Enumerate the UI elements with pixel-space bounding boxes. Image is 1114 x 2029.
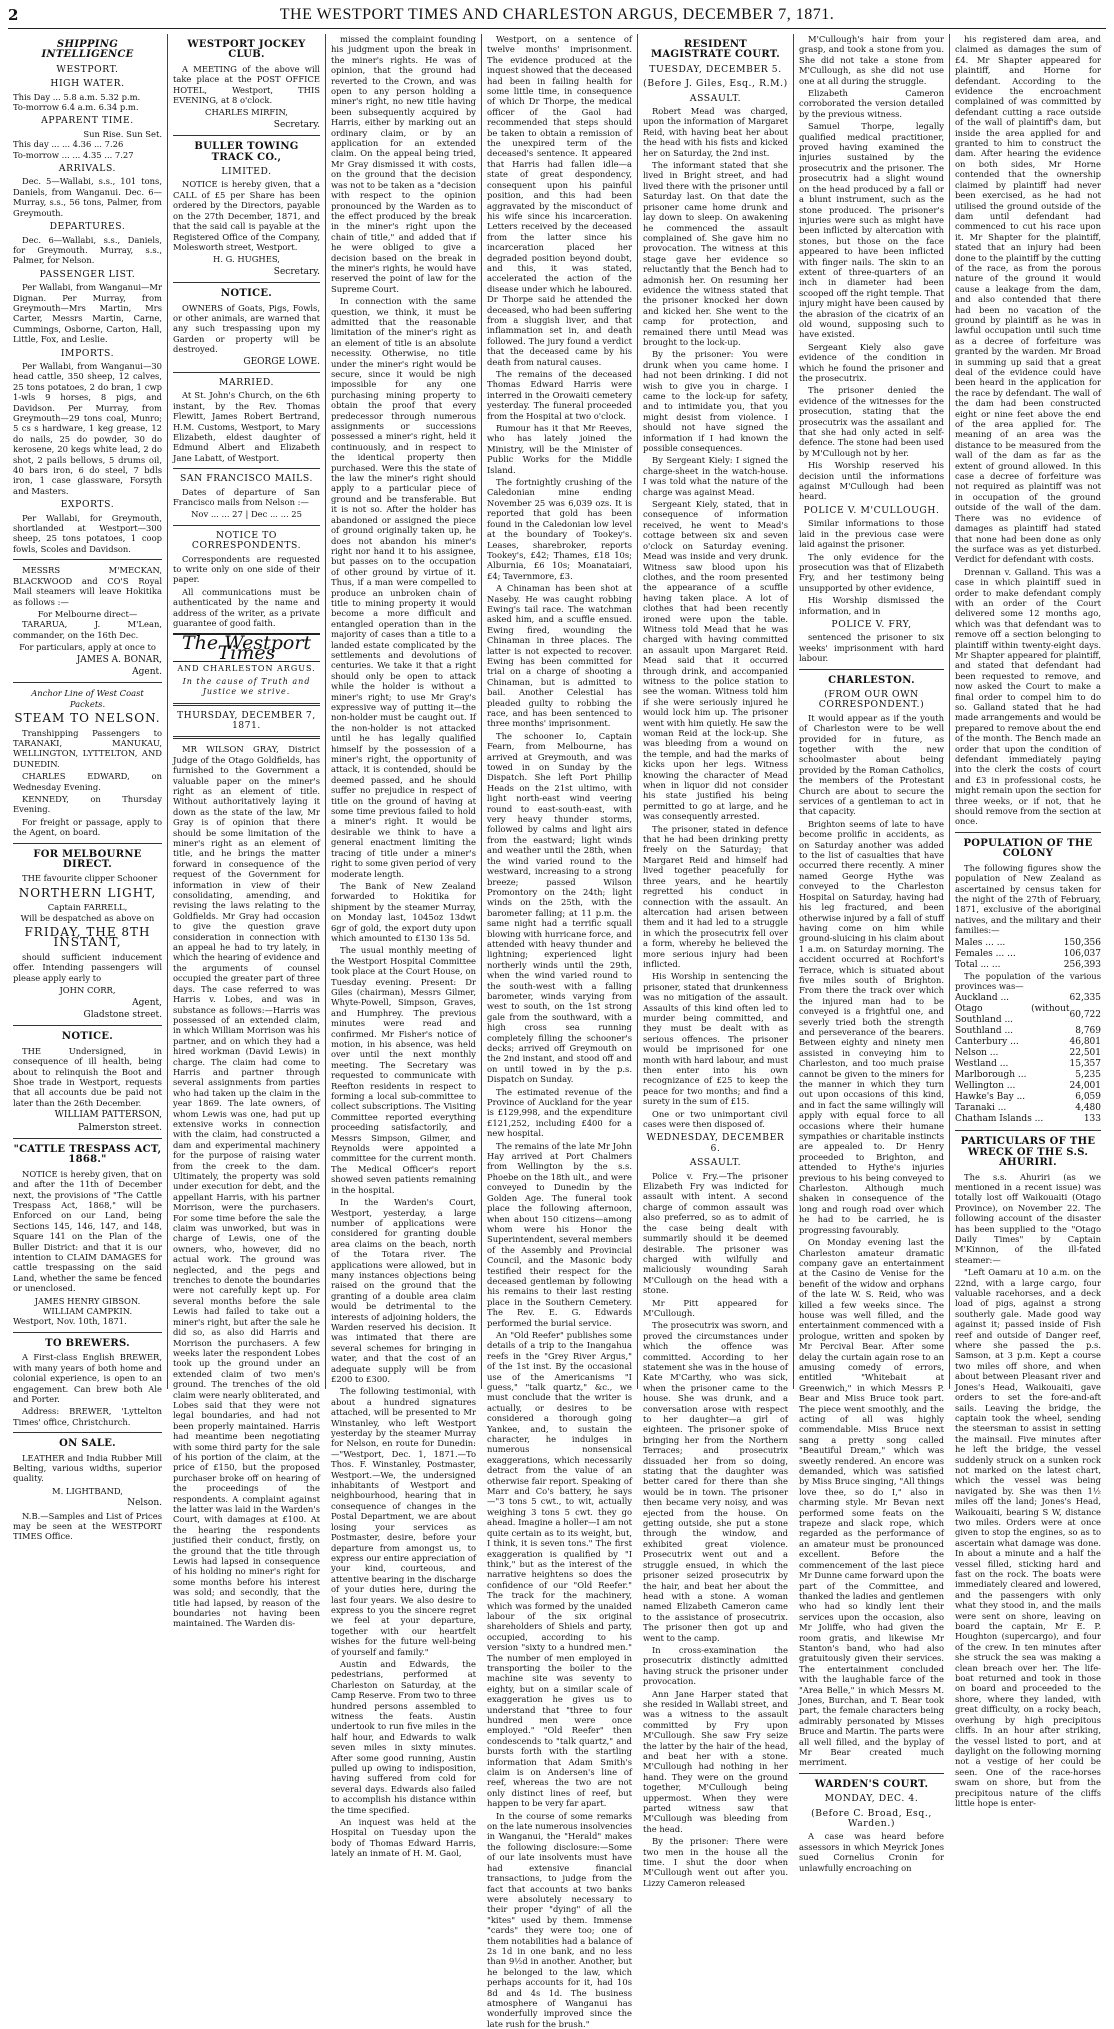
row-value: 15,357 <box>1069 1059 1101 1070</box>
row-label: Males ... ... <box>955 937 1006 948</box>
dateline: THURSDAY, DECEMBER 7, 1871. <box>177 710 316 731</box>
charleston-heading: CHARLESTON. <box>828 674 915 686</box>
charles-edward-line: CHARLES EDWARD, on Wednesday Evening. <box>13 771 162 792</box>
sale-text: LEATHER and India Rubber Mill Belting, various widths, superior quality. <box>13 1452 162 1484</box>
row-label: Otago (without Southland ... <box>955 1004 1070 1026</box>
row-value: 133 <box>1083 1114 1101 1125</box>
towing-heading: BULLER TOWING TRACK CO., <box>194 141 299 163</box>
clipper-place: Gladstone street. <box>83 1009 162 1020</box>
imports-heading: IMPORTS. <box>60 347 115 359</box>
column-news-1 <box>326 34 482 1859</box>
passenger-text: Per Wallabi, from Wanganui—Mr Dignan. Per Murray, from Greymouth—Mrs Martin, Mrs Carter, Messrs Martin, Carne, Cummings, Osborne, Carton, Hall, Little, Fox, and Leslie. <box>13 282 162 345</box>
john-hay-item: The remains of the late Mr John Hay arrived at Port Chalmers from Wellington by the s.s. Phoebe on the 18th ult., and were conveyed to Dunedin by the Golden Age. The funeral took place the following afternoon, when about 150 citizens—among whom were his Honor the Superintendent, several members of the Assembly and Provincial Council, and the Masonic body testified their respect for the deceased gentleman by following his remains to their last resting place in the Southern Cemetery. The Rev. E. G. Edwards performed the burial service. <box>487 1140 632 1328</box>
arrivals-text: Dec. 5—Wallabi, s.s., 101 tons, Daniels, from Wanganui. Dec. 6—Murray, s.s., 56 tons, Palmer, from Greymouth. <box>13 176 162 218</box>
married-heading: MARRIED. <box>219 376 274 388</box>
cattle-date: Westport, Nov. 10th, 1871. <box>13 1316 127 1327</box>
departures-text: Dec. 6—Wallabi, s.s., Daniels, for Greymouth. Murray, s.s., Palmer, for Nelson. <box>13 234 162 266</box>
rm-paragraph: Sergeant Kiely, stated, that in consequence of information received, he went to Mead's cottage between six and seven o'clock on Saturday evening. Mead was inside and very drunk. Witness saw blood upon his clothes, and the room presented the appearance of a scuffle having taken place. A lot of clothes that had been recently ironed were upon the table. Witness told Mead that he was charged with having committed an assault upon Margaret Reid. Mead said that it occurred through drink, and accompanied witness to the police station to see the woman. Witness told him if she were seriously injured he would lock him up. The prisoner went with him quietly. He saw the woman Reid at the lock-up. She was bleeding from a wound on the temple, and had the marks of kicks upon her legs. Witness knowing the character of Mead when in liquor did not consider his state justified his being permitted to go at large, and he was consequently arrested. <box>643 499 788 822</box>
drennan-case: Drennan v. Galland. This was a case in which plaintiff sued in order to make defendant comply with an order of the Court delivered some 12 months ago, which was that defendant was to remove off a section belonging to plaintiff within twenty-eight days. Mr Shapter appeared for plaintiff, and stated that defendant had been requested to remove, and now asked the Court to make a final order to compel him to do so. Galland stated that he had made arrangements and would be prepared to remove about the end of the month. The Bench made an order that upon the condition of defendant immediately paying into the clerk the costs of court and £3 in professional costs, he might remain upon the section for three weeks, or if not, that he should remove from the section at once. <box>955 566 1101 827</box>
cattle-sig2: WILLIAM CAMPKIN. <box>42 1306 133 1317</box>
column-shipping <box>8 34 168 1542</box>
court-paragraph: The only evidence for the prosecution was that of Elizabeth Fry, and her testimony being unsupported by other evidence, <box>799 551 944 593</box>
steam-nelson-text: Transhipping Passengers to TARANAKI, MANUKAU, WELLINGTON, LYTTELTON, AND DUNEDIN. <box>13 727 162 769</box>
schooner-item: The schooner Io, Captain Fearn, from Melbourne, has arrived at Greymouth, and was towed in on Sunday by the Dispatch. She left Port Phillip Heads on the 21st ultimo, with light north-east wind veering round to east-south-east, with very heavy thunder storms, followed by calms and light airs from the eastward; light winds and weather until the 28th, when the wind varied round to the westward, increasing to a strong breeze; passed Wilson Promontory on the 24th; light winds on the 25th, with the barometer falling; at 11 p.m. the same night had a terrific squall blowing with hurricane force, and attended with heavy thunder and lightning; experienced light northerly winds until the 29th, when the wind varied round to the south-west with a falling barometer, winds varying from west to south, on the 1st strong gale from the southward, with a high cross sea running completely filling the schooner's decks; arrived off Greymouth on the 2nd instant, and stood off and on until towed in by the p.s. Dispatch on Sunday. <box>487 730 632 1085</box>
province-table <box>955 993 1101 1125</box>
apply-line: For particulars, apply at once to <box>19 642 156 653</box>
court-paragraph: His Worship reserved his decision until the informations against M'Cullough had been heard. <box>799 460 944 502</box>
row-value: 62,335 <box>1069 993 1101 1004</box>
table-row <box>955 1070 1101 1081</box>
jockey-club-text: A MEETING of the above will take place at the POST OFFICE HOTEL, Westport, THIS EVENING, at 8 o'clock. <box>173 63 320 106</box>
table-row <box>955 1092 1101 1103</box>
caledonian-item: The fortnightly crushing of the Caledonian mine ending November 25 was 6,039 ozs. It is reported that gold has been found in the Caledonian low level at the boundary of Tookey's. Leases, sharebroker, reports Tookey's, £42; Thames, £18 10s; Alburnia, £6 10s; Moanataiari, £4; Tavernmore, £3. <box>487 477 632 581</box>
rumour-item: Rumour has it that Mr Reeves, who has lately joined the Ministry, will be the Minister of Public Works for the Middle Island. <box>487 423 632 475</box>
table-row <box>955 938 1101 949</box>
exports-text: Per Wallabi, for Greymouth, shortlanded at Westport—300 sheep, 25 tons potatoes, 1 coop fowls, Scoles and Davidson. <box>13 512 162 554</box>
charleston-paragraph: It would appear as if the youth of Charleston were to be well provided for in future, as together with the new schoolmaster about being provided by the Roman Catholics, the members of the Protestant Church are about to secure the services of a gentleman to act in that capacity. <box>799 712 944 817</box>
notice-lowe-heading: NOTICE. <box>220 288 273 300</box>
clipper-cargo: should sufficient inducement offer. Intending passengers will please apply early to <box>13 951 162 983</box>
rm-assault-heading: ASSAULT. <box>689 92 742 104</box>
motto: In the cause of Truth and Justice we strive. <box>182 676 311 697</box>
steam-nelson-heading: STEAM TO NELSON. <box>14 711 161 726</box>
row-value: 106,037 <box>1063 948 1101 959</box>
table-row <box>955 1026 1101 1037</box>
inquest-continued: Westport, on a sentence of twelve months' imprisonment. The evidence produced at the inquest showed that the deceased had been in failing health for some little time, in consequence of which Dr Thorpe, the medical officer of the Gaol had recommended that steps should be taken to obtain a remission of the unexpired term of the deceased's sentence. It appeared that Harris had fallen idle—a state of great despondency, consequent upon his painful position, and this had been aggravated by the misconduct of his wife since his incarceration. Letters received by the deceased from the latter since his incarceration placed her degraded position beyond doubt, and this, it was stated, accelerated the action of the disease under which he laboured. Dr Thorpe said he attended the deceased, who had been suffering from a sluggish liver, and that inflammation set in, and death followed. The jury found a verdict that the deceased came by his death from natural causes. <box>487 34 632 367</box>
row-value: 256,393 <box>1063 959 1101 970</box>
married-text: At St. John's Church, on the 6th instant, by the Rev. Thomas Flewitt, James Robert Bertrand, H.M. Customs, Westport, to Mary Elizabeth, eldest daughter of Edmund Albert and Elizabeth Jane Labatt, of Westport. <box>173 390 320 463</box>
correspondents-heading: NOTICE TO CORRESPONDENTS. <box>191 529 302 552</box>
agent-title: Agent. <box>132 666 162 677</box>
rm-paragraph: One or two unimportant civil cases were then disposed of. <box>643 1108 788 1130</box>
sale-heading: ON SALE. <box>59 1438 116 1450</box>
police-mccullough-heading: POLICE V. M'CULLOUGH. <box>803 504 940 516</box>
mails-heading: SAN FRANCISCO MAILS. <box>180 473 313 485</box>
imports-text: Per Wallabi, from Wanganui—30 head cattle, 350 sheep, 12 calves, 25 tons potatoes, 2 do bran, 1 cwp 1-wls 9 horses, 8 pigs, and Davidson. Per Murray, from Greymouth—29 tons coal, Munro; 5 cs s hardware, 1 keg grease, 12 do nails, 25 do powder, 30 do kerosene, 20 kegs white lead, 2 do shot, 2 pails bellows, 5 drums oil, 40 bars iron, 6 do steel, 7 bdls iron, 1 case glassware, Forsyth and Masters. <box>13 360 162 496</box>
wardens-court-before: (Before C. Broad, Esq., Warden.) <box>811 1807 932 1830</box>
table-row <box>955 1059 1101 1070</box>
clipper-agent: JOHN CORR, <box>59 985 116 996</box>
sun-header: Sun Rise. Sun Set. <box>83 128 162 139</box>
row-value: 4,480 <box>1075 1103 1101 1114</box>
row-value: 24,001 <box>1069 1081 1101 1092</box>
wreck-heading: PARTICULARS OF THE WRECK OF THE S.S. AHURIRI. <box>960 1136 1096 1169</box>
wed-paragraph: Police v. Fry.—The prisoner Elizabeth Fry was indicted for assault with intent. A second charge of common assault was also preferred, so as to admit of the case being dealt with summarily should it be deemed desirable. The prisoner was charged with wilfully and maliciously wounding Sarah M'Cullough on the head with a stone. <box>643 1170 788 1296</box>
clipper-name: NORTHERN LIGHT, <box>18 885 157 900</box>
rm-paragraph: By Sergeant Kiely: I signed the charge-sheet in the watch-house. I was told what the nature of the charge was against Mead. <box>643 455 788 497</box>
row-value: 60,722 <box>1069 1009 1101 1020</box>
population-heading: POPULATION OF THE COLONY <box>963 837 1093 860</box>
newspaper-title: THE WESTPORT TIMES AND CHARLESTON ARGUS, DECEMBER 7, 1871. <box>279 6 835 23</box>
table-row <box>955 1037 1101 1048</box>
editorial-paragraph-2: In connection with the same question, we think, it must be admitted that the reasonable limitation of the miner's right as an element of title is an absolute necessity. Otherwise, no title under the miner's right would be secure, since it would be nigh impossible for any one purchasing mining property to obtain the proof that every predecessor through numerous assignments or successions possessed a miner's right, held it continuously, and in respect to the identical property then purchased. Were this the state of the law the miner's right should apply to a particular piece of ground and be transferable. But it is not so. After the holder has abandoned or assigned the piece of ground originally taken up, he does not abandon his miner's right nor hand it to his assignee, but passes on to the occupation of other ground by virtue of it. Thus, if a man were compelled to produce an unbroken chain of title to mining property it would become a more difficult and entangled operation than in the majority of cases than a title to a landed estate complicated by the settlements and devolutions of centuries. We take it that a right should only be open to attack while the holder is without a miner's right; to use Mr Gray's expressive way of putting it—the non-holder must be caught out. If the non-holder is not attacked until he has legally qualified himself by the possession of a miner's right, the opportunity of attack, it is contended, should be deemed passed, and he should suffer no prejudice in respect of title on the ground of having at some time previous failed to hold a miner's right. It would be desirable we think to have a general enactment limiting the tracing of title under a miner's right to some given period of very moderate length. <box>331 296 476 879</box>
court-paragraph: Sergeant Kiely also gave evidence of the condition in which he found the prisoner and the prosecutrix. <box>799 341 944 383</box>
row-label: Taranaki ... <box>955 1103 1007 1114</box>
rm-paragraph: The informant stated that she lived in Bright street, and had lived there with the prisoner until Saturday last. On that date the prisoner came home drunk and lay down to sleep. On awakening he commenced the assault complained of. She gave him no provocation. The witness at this stage gave her evidence so reluctantly that the Bench had to admonish her. On resuming her evidence the witness stated that the prisoner knocked her down and kicked her. She went to the camp for protection, and remained there until Mead was brought to the lock-up. <box>643 160 788 347</box>
masthead <box>8 2 1106 29</box>
row-label: Chatham Islands ... <box>955 1114 1044 1125</box>
wed-paragraph: By the prisoner: There were two men in the house all the time. I shut the door when M'Cullough went out after you. Lizzy Cameron released <box>643 1836 788 1888</box>
row-label: Nelson ... <box>955 1048 999 1059</box>
high-water-tomorrow: To-morrow 6.4 a.m. 6.34 p.m. <box>13 102 139 113</box>
wed-paragraph: In cross-examination the prosecutrix distinctly admitted having struck the prisoner under provocation. <box>643 1644 788 1687</box>
table-row <box>955 1103 1101 1114</box>
brewers-heading: TO BREWERS. <box>45 1337 130 1349</box>
column-court <box>638 34 794 1888</box>
charleston-paragraph: Brighton seems of late to have become prolific in accidents, as on Saturday another was added to the list of casualties that have occurred there recently. A miner named George Hythe was conveyed to the Charleston Hospital on Saturday, having had his leg fractured, and been otherwise injured by a fall of stuff having come on him while ground-sluicing in his claim about 1 a.m. on Saturday morning. The accident occurred at Rochfort's Terrace, which is situated about five miles south of Brighton. From there the track over which the injured man had to be conveyed is a frightful one, and severly tried both the strength and perseverance of the bearers. Between eighty and ninety men assisted in conveying him to Charleston, and too much praise cannot be given to the miners for the manner in which they turn out upon occasions of this kind, and in fact the same willingly will apply with equal force to all occasions where their humane sympathies or charitable instincts are appealed to. Dr Henry proceeded to Brighton, and attended to Hythe's injuries previous to his being conveyed to Charleston. Although much shaken in consequence of the long and rough road over which he had to be carried, he is progressing favourably. <box>799 818 944 1235</box>
clipper-text: THE favourite clipper Schooner <box>22 873 158 884</box>
wed-paragraph: Ann Jane Harper stated that she resided in Wallabi street, and was a witness to the assault committed by Fry upon M'Cullough. She saw Fry seize the latter by the hair of the head, and beat her with a stone. M'Cullough had nothing in her hand. They were on the ground together, M'Cullough being uppermost. When they were parted witness saw that M'Cullough was bleeding from the head. <box>643 1688 788 1834</box>
towing-text: NOTICE is hereby given, that a CALL of £5 per Share has been ordered by the Directors, payable on the 27th December, 1871, and that the said call is payable at the Registered Office of the Company, Molesworth street, Westport. <box>173 179 320 252</box>
melbourne-direct-line: For Melbourne direct— <box>37 608 138 619</box>
departures-heading: DEPARTURES. <box>49 221 126 233</box>
court-paragraph: Samuel Thorpe, legally qualified medical practitioner, proved having examined the injuries sustained by the prosecutrix and the prisoner. The prosecutrix had a slight wound on the head produced by a fall or a blunt instrument, such as the stone produced. The prisoner's injuries were such as might have been inflicted by altercation with stones, but those on the face appeared to have been inflicted with finger nails. The skin to an extent of three-quarters of an inch in diameter had been scooped off the right temple. That injury might have been caused by the abrasion of the cicatrix of an old wound, supposing such to have existed. <box>799 121 944 340</box>
columns <box>8 34 1106 2029</box>
jockey-club-heading: WESTPORT JOCKEY CLUB. <box>187 39 306 61</box>
column-notices-editorial <box>168 34 326 1629</box>
column-charleston <box>794 34 950 1873</box>
wardens-court-item: In the Warden's Court, Westport, yesterday, a large number of applications were considered for granting double area claims on the beach, north of the Totara river. The applications were allowed, but in many instances objections being raised on the ground that the granting of a double area claim would be detrimental to the interests of adjoining holders, the Warden reserved his decision. It was intimated that there are several schemes for bringing in water, and that the cost of an adequate supply will be from £200 to £300. <box>331 1197 476 1384</box>
charleston-paragraph: On Monday evening last the Charleston amateur dramatic company gave an entertainment at the Casino de Venise for the benefit of the widow and orphans of the late W. S. Reid, who was killed a few weeks since. The house was well filled, and the entertainment commenced with a prologue, written and spoken by Mr Percival Bear. After some delay the curtain again rose to an amusing comedy of errors, entitled "Whitebait at Greenwich," in which Messrs P. Bear and Miss Bruce took part. The piece went smoothly, and the acting of all was highly commendable. Miss Bruce next sang a pretty song called "Beautiful Dream," which was sweetly rendered. An encore was demanded, which was satisfied by Miss Bruce singing, "All things love thee, so do I," also in charming style. Mr Bevan next performed some feats on the trapeze and slack rope, which regarded as the performance of an amateur must be pronounced excellent. Before the commencement of the last piece Mr Dunne came forward upon the part of the Committee, and thanked the ladies and gentlemen who had so kindly lent their services upon the occasion, also Mr Joliffe, who had given the room gratis, and likewise Mr Stanton's band, who had also gratuitously given their services. The entertainment concluded with the laughable farce of the "Area Belle," in which Messrs M. Jones, Burchan, and T. Bear took part, the female characters being admirably personated by Misses Bruce and Martin. The parts were all well filled, and the byplay of Mr Bear created much merriment. <box>799 1237 944 1768</box>
inquest-item: An inquest was held at the Hospital on Tuesday upon the body of Thomas Edward Harris, lately an inmate of H. M. Gaol, <box>331 1817 476 1859</box>
column-news-2 <box>482 34 638 2029</box>
funeral-item: The remains of the deceased Thomas Edward Harris were interred in the Orowaiti cemetery yesterday. The funeral proceeded from the Hospital at two o'clock. <box>487 369 632 421</box>
editorial-text: MR WILSON GRAY, District Judge of the Otago Goldfields, has furnished to the Government a valuable paper on the miner's right as an element of title. Without authoritatively laying it down as the state of the law, Mr Gray is of opinion that there should be some limitation of the miner's right as an element of title, and he brings the matter forward in consequence of the request of the Government for information in view of their consolidating, amending, and revising the laws relating to the Goldfields. Mr Gray had occasion to give the question grave consideration in connection with an appeal he had to try lately, in which the hearing of evidence and the arguments of counsel occupied the greater part of three days. The case referred to was Harris v. Lobes, and was in substance as follows:—Harris was possessed of an extended claim, in which William Morrison was his partner, and on which they had a hired workman (David Lewis) in charge. The claim had come to Harris and partner through several assignments from parties who had taken up the claim in the year 1869. The late owners, of whom Lewis was one, had put up extensive works in connection with the claim, had constructed a dam and experimental machinery for the purpose of raising water from the creek to the dam. Ultimately, the property was sold under execution for debt, and the appellant Harris, with his partner Morrison, were the purchasers. For some time before the sale the claim was unworked, but was in charge of Lewis, one of the owners, who, however, did no actual work. The ground was neglected, and the pegs and trenches to denote the boundaries were not carefully kept up. For several months before the sale Lewis had failed to take out a miner's right, but after the sale he did so, as also did Harris and Morrison the purchasers. A few weeks later the respondent Lobes took up the ground under an extended claim of two men's ground. The trenches of the old claim were nearly obliterated, and Lobes said that they were not legal boundaries, and had not been properly maintained. Harris had meantime been negotiating with some third party for the sale of his portion of the claim, at the price of £150, but the proposed purchaser broke off on hearing of the proceedings of the respondents. A complaint against the latter was laid in the Warden's Court, with damages at £100. At the hearing the respondents justified their conduct, firstly, on the ground that the title through Lewis had lapsed in consequence of his holding no miner's right for some months before his interest was sold; and secondly, that the title had lapsed, by reason of the boundaries not having been maintained. The Warden dis- <box>173 744 320 1629</box>
cattle-sig1: JAMES HENRY GIBSON. <box>34 1295 141 1306</box>
notice-patterson-text: THE Undersigned, in consequence of ill health, being about to relinquish the Boot and Shoe trade in Westport, requests that all accounts due be paid not later than the 26th December. <box>13 1045 162 1108</box>
notice-patterson-heading: NOTICE. <box>61 1031 114 1043</box>
sale-place: Nelson. <box>127 1498 162 1509</box>
row-label: Westland ... <box>955 1059 1009 1070</box>
notice-patterson-place: Palmerston street. <box>77 1122 162 1133</box>
high-water-today: This Day ... 5.8 a.m. 5.32 p.m. <box>13 91 141 102</box>
court-paragraph: His Worship dismissed the information, and in <box>799 595 944 616</box>
row-value: 22,501 <box>1069 1048 1101 1059</box>
cattle-trespass-heading: "CATTLE TRESPASS ACT, 1868." <box>13 1143 162 1166</box>
tararua-line: TARARUA, J. M'Lean, commander, on the 16th Dec. <box>13 619 162 640</box>
brewers-address: Address: BREWER, 'Lyttelton Times' office, Christchurch. <box>13 1406 162 1427</box>
clipper-date: FRIDAY, THE 8TH INSTANT, <box>24 925 151 950</box>
row-label: Wellington ... <box>955 1081 1016 1092</box>
province-intro: The population of the various provinces was— <box>955 970 1101 991</box>
testimonial-item: The following testimonial, with about a hundred signatures attached, will be presented to Mr Winstanley, who left Westport yesterday by the steamer Murray for Nelson, en route for Dunedin:—"Westport, Dec. 1, 1871.—To Thos. F. Winstanley, Postmaster, Westport.—We, the undersigned inhabitants of Westport and neighbourhood, hearing that in consequence of changes in the Postal Department, we are about losing your services as Postmaster, desire, before your departure from amongst us, to express our entire appreciation of your kind, courteous, and attentive bearing in the discharge of your duties here, during the last four years. We also desire to express to you the sincere regret we feel at your departure, together with our heartfelt wishes for the future well-being of yourself and family." <box>331 1386 476 1657</box>
wed-paragraph: Mr Pitt appeared for M'Cullough. <box>643 1297 788 1318</box>
rm-court-day: TUESDAY, DECEMBER 5. <box>649 63 782 75</box>
notice-lowe-sig: GEORGE LOWE. <box>243 356 320 367</box>
rm-court-heading: RESIDENT MAGISTRATE COURT. <box>650 39 781 61</box>
rm-paragraph: Robert Mead was charged, upon the information of Margaret Reid, with having beat her about the head with his fists and kicked her on Saturday, the 2nd inst. <box>643 106 788 158</box>
shipping-heading: SHIPPING INTELLIGENCE <box>41 39 134 61</box>
correspondents-text2: All communications must be authenticated by the name and address of the writer, as a private guarantee of good faith. <box>173 586 320 629</box>
anchor-line-heading: Anchor Line of West Coast Packets. <box>31 688 144 709</box>
row-label: Total ... ... <box>955 959 1001 970</box>
page-number: 2 <box>8 6 19 24</box>
wreck-intro: The s.s. Ahuriri (as we mentioned in a recent issue) was totally lost off Waikouaiti (Otago Province), on November 22. The following account of the disaster has been supplied to the "Otago Daily Times" by Captain M'Kinnon, of the ill-fated steamer:— <box>955 1171 1101 1265</box>
court-paragraph: Similar informations to those laid in the previous case were laid against the prisoner. <box>799 518 944 550</box>
correspondents-text1: Correspondents are requested to write only on one side of their paper. <box>173 553 320 585</box>
gold-shipment-item: The Bank of New Zealand forwarded to Hokitika for shipment by the steamer Murray, on Monday last, 1045oz 13dwt 6gr of gold, the export duty upon which amounted to £130 13s 5d. <box>331 880 476 943</box>
jockey-club-sig: CHARLES MIRFIN, <box>205 107 288 118</box>
old-reefer-item: An "Old Reefer" publishes some details of a trip to the Inangahua reefs in the "Grey River Argus," of the 1st inst. By the occasional use of the Americanisms "I guess," "talk quartz," &c., we must conclude that the writer is actually, or desires to be considered a thorough going Yankee, and, to sustain the character, he indulges in numerous nonsensical exaggerations, which necessarily detract from the value of an otherwise fair report. Speaking of Marr and Co's battery, he says—"3 tons 5 cwt., to wit, actually weighing 3 tons 5 cwt. they go ahead. Imagine a holler—I am not quite certain as to its weight, but, I think, it is seven tons." The first exaggeration is qualified by "I think," but as the interest of the narrative heightens so does the confidence of our "Old Reefer." The track for the machinery, which was formed by the unaided labour of the six original shareholders of Shiels and party, occupied, according to his version "sixty to a hundred men." The number of men employed in transporting the boiler to the machine site was seventy to eighty, but on a similar scale of exaggeration he gives us to understand that "three to four hundred men were once employed." "Old Reefer" then condescends to "talk quartz," and bursts forth with the startling information that Adam Smith's claim is on Andersen's line of reef, whereas the two are not only distinct lines of reef, but happen to be very far apart. <box>487 1329 632 1809</box>
row-value: 150,356 <box>1063 937 1101 948</box>
westport-subheading: WESTPORT. <box>56 63 119 75</box>
arrivals-heading: ARRIVALS. <box>58 163 117 175</box>
wanganui-item: In the course of some remarks on the late numerous insolvencies in Wanganui, the "Herald" makes the following disclosure:—Some of our late insolvents must have had extensive financial transactions, to judge from the fact that accounts at two banks were absolutely necessary to their proper "dying" of all the "kites" used by them. Immense "cards" they were too; one of them notabilities had a balance of 2s 1d in one bank, and no less than 9½d in another. Another, but he belonged to the law, which perhaps accounts for it, had 10s 8d and 4s 1d. The business atmosphere of Wanganui has wonderfully improved since the late rush for the brush." <box>487 1810 633 2029</box>
rm-paragraph: The prisoner, stated in defence that he had been drinking pretty freely on the Saturday; that Margaret Reid and himself had lived together peacefully for three years, and he heartily regretted his conduct in connection with the assault. An altercation had arisen between them and it had led to a struggle in which the prosecutrix fell over a form, whereby he believed the more serious injury had been inflicted. <box>643 823 788 969</box>
clipper-dispatch: Will be despatched as above on <box>20 912 155 923</box>
wednesday-assault-heading: ASSAULT. <box>689 1157 742 1169</box>
rm-paragraph: By the prisoner: You were drunk when you came home. I had not been drinking. I did not wish to give you in charge. I came to the lock-up for safety, and to intimidate you, that you might desist from violence. I should not have signed the information if I had known the possible consequences. <box>643 349 788 454</box>
freight-line: For freight or passage, apply to the Agent, on board. <box>13 816 162 838</box>
wed-paragraph: The prosecutrix was sworn, and proved the circumstances under which the offence was committed. According to her statement she was in the house of Kate M'Carthy, who was sick, when the prisoner came to the house. She was drunk, and a conversation arose with respect to her daughter—a girl of eighteen. The prisoner spoke of bringing her from the Northern Terraces; and prosecutrix dissuaded her from so doing, stating that the daughter was better cared for there than she would be in town. The prisoner then became very noisy, and was ejected from the house. On getting outside, she put a stone through the window, and exhibited great violence. Prosecutrix went out and a struggle ensued, in which the prisoner seized prosecutrix by the hair, and beat her about the head with a stone. A woman named Elizabeth Cameron came to the assistance of prosecutrix. The prisoner then got up and went to the camp. <box>643 1320 788 1643</box>
court-paragraph: The prisoner denied the evidence of the witnesses for the prosecution, stating that the prosecutrix was the assailant and that she had only acted in self-defence. The stone had been used by M'Cullough not by her. <box>799 385 944 458</box>
row-value: 5,235 <box>1075 1070 1101 1081</box>
charleston-sub: (FROM OUR OWN CORRESPONDENT.) <box>818 688 925 711</box>
court-paragraph: sentenced the prisoner to six weeks' imprisonment with hard labour. <box>799 632 944 664</box>
jockey-club-title: Secretary. <box>273 119 320 130</box>
row-value: 6,059 <box>1075 1092 1101 1103</box>
table-row <box>955 993 1101 1004</box>
row-value: 8,769 <box>1075 1026 1101 1037</box>
column-population-wreck <box>950 34 1106 1808</box>
nameplate: The Westport Times <box>173 633 320 663</box>
rm-paragraph: His Worship in sentencing the prisoner, stated that drunkenness was no mitigation of the assault. Assaults of this kind often led to murder being committed, and they must be dealt with as serious offences. The prisoner would be imprisoned for one month with hard labour, and must then enter into his own recognizance of £25 to keep the peace for two months; and find a surety in the sum of £15. <box>643 971 788 1107</box>
kennedy-line: KENNEDY, on Thursday Evening. <box>13 794 162 815</box>
auckland-revenue-item: The estimated revenue of the Province of Auckland for the year is £129,998, and the expenditure £121,252, including £400 for a new hospital. <box>487 1086 632 1139</box>
exports-heading: EXPORTS. <box>60 499 115 511</box>
towing-sub: LIMITED. <box>221 166 272 178</box>
wardens-court-paragraph: A case was heard before assessors in which Meyrick Jones sued Cornelius Cronin for unlawfully encroaching on <box>799 1831 944 1873</box>
population-intro: The following figures show the population of New Zealand as ascertained by census taken for the night of the 27th of February, 1871, exclusive of the aboriginal natives, and the military and their families:— <box>955 862 1101 936</box>
row-label: Hawke's Bay ... <box>955 1092 1026 1103</box>
table-row <box>955 960 1101 971</box>
rm-court-before: (Before J. Giles, Esq., R.M.) <box>643 78 788 90</box>
towing-sig: H. G. HUGHES, <box>213 254 280 265</box>
clipper-captain: Captain FARRELL, <box>47 902 128 913</box>
wreck-account: "Left Oamaru at 10 a.m. on the 22nd, with a large cargo, four valuable racehorses, and a deck load of pigs, against a strong southerly gale. Made good way against it; passed inside of Fish reef and outside of Danger reef, where she passed the p.s. Samson, at 3 p.m. Kept a course two miles off shore, and when about between Pleasant river and Jones's Head, Waikouaiti, gave orders to set the fore-and-aft sails. Leaving the bridge, the captain took the wheel, sending the steersman to assist in setting the mainsail. Five minutes after he left the bridge, the vessel suddenly struck on a sunken rock not marked on the latest chart, which the vessel was being navigated by. She was then 1½ miles off the land; Jones's Head, Waikouaiti, bearing S W, distance two miles. Orders were at once given to stop the engines, so as to ascertain what damage was done. In about a minute and a half the vessel filled, sticking hard and fast on the rock. The boats were immediately cleared and lowered, and the passengers with only what they stood in, and the mails were sent on shore, leaving on board the captain, Mr E. P. Houghton (supercargo), and four of the crew. In ten minutes after she struck the sea was making a clean breach over her. The life-boat returned and took in those on board and proceeded to the shore, where they landed, with great difficulty, on a rocky beach, overhung by high precipitous cliffs. In an hour after striking, the vessel listed to port, and at daylight on the following morning not a vestige of her could be seen. One of the race-horses swam on shore, but from the precipitous nature of the cliffs little hope is enter- <box>955 1267 1101 1808</box>
cattle-trespass-text: NOTICE is hereby given, that on and after the 11th of December next, the provisions of "The Cattle Trespass Act, 1868," will be Enforced on our Land, being Sections 145, 146, 147, and 148, Square 141 on the Plan of the Buller District: and that it is our intention to CLAIM DAMAGES for cattle trespassing on the said Land, whether the same be fenced or unenclosed. <box>13 1168 162 1294</box>
mails-text: Dates of departure of San Francisco mails from Nelson :— <box>173 486 320 508</box>
clipper-agent-title: Agent, <box>132 997 162 1008</box>
row-label: Marlborough ... <box>955 1070 1027 1081</box>
row-value: 46,801 <box>1069 1037 1101 1048</box>
sale-sig: M. LIGHTBAND, <box>52 1485 123 1496</box>
police-fry-heading: POLICE V. FRY, <box>831 618 912 630</box>
mails-row: Nov ... ... 27 | Dec ... ... 25 <box>191 509 302 520</box>
nameplate-sub: AND CHARLESTON ARGUS. <box>177 664 316 674</box>
wardens-court-continued: his registered dam area, and claimed as damages the sum of £4. Mr Shapter appeared for plaintiff, and Horne for defendant. According to the evidence the encroachment complained of was committed by defendant cutting a race outside of the wall of plaintiff's dam, but inside the area applied for and granted to him to construct the dam. After hearing the evidence on both sides, Mr Horne contended that the ownership claimed by plaintiff had never been exercised, as he had not utilised the ground outside of the dam until defendant had commenced to cut his race upon it. Mr Shapter for the plaintiff, stated that an injury had been done to the plaintiff by the cutting of the race, as from the porous nature of the ground it would cause a leakage from the dam, and also contended that there had been no vacation of the ground by plaintiff as he was in lawful occupation until such time as a decree of forfeiture was granted by the warden. Mr Broad in summing up said that a great deal of the evidence could have been heard in the application for the race by defendant. The wall of the dam had been constructed eight or nine feet above the end of the area applied for. The meaning of an area was the distance to be measured from the wall of the dam as far as the extent of ground allowed. In this case a decree of forfeiture was not required as plaintiff was not in occupation of the ground outside of the wall of the dam. There was no evidence of damages as plaintiff had stated that none had been done as only the surface was as yet disturbed. Verdict for defendant with costs. <box>955 34 1102 565</box>
notice-patterson-sig: WILLIAM PATTERSON, <box>54 1110 162 1121</box>
table-row <box>955 1114 1101 1125</box>
row-label: Auckland ... <box>955 993 1010 1004</box>
mail-steamers-ad: MESSRS M'MECKAN, BLACKWOOD and CO'S Royal Mail steamers will leave Hokitika as follows :— <box>13 565 162 607</box>
melbourne-direct-heading: FOR MELBOURNE DIRECT. <box>33 848 142 871</box>
sun-tomorrow: To-morrow ... ... 4.35 ... 7.27 <box>13 149 134 160</box>
table-row <box>955 949 1101 960</box>
population-table <box>955 938 1101 971</box>
table-row <box>955 1004 1101 1026</box>
sun-today: This day ... ... 4.36 ... 7.26 <box>13 139 124 150</box>
passenger-list-heading: PASSENGER LIST. <box>39 268 136 280</box>
agent-name: JAMES A. BONAR, <box>76 654 162 665</box>
chinaman-item: A Chinaman has been shot at Naseby. He was caught robbing Ewing's tail race. The watchman asked him, and a scuffle ensued. Ewing fired, wounding the Chinaman in three places. The latter is not expected to recover. Ewing has been committed for trial on a charge of shooting a Chinaman, but is admitted to bail. Another Celestial has pleaded guilty to robbing the race, and has been sentenced to three months' imprisonment. <box>487 583 632 729</box>
row-label: Canterbury ... <box>955 1037 1019 1048</box>
wednesday-heading: WEDNESDAY, DECEMBER 6. <box>646 1132 785 1154</box>
high-water-heading: HIGH WATER. <box>50 78 125 90</box>
table-row <box>955 1048 1101 1059</box>
towing-title: Secretary. <box>273 266 320 277</box>
sale-nb: N.B.—Samples and List of Prices may be seen at the WESTPORT TIMES Office. <box>13 1510 162 1542</box>
hospital-committee-item: The usual monthly meeting of the Westport Hospital Committee took place at the Court House, on Tuesday evening. Present: Dr Giles (chairman), Messrs Gilmer, Whyte-Powell, Simpson, Graves, and Humphrey. The previous minutes were read and confirmed. Mr Fisher's notice of motion, in his absence, was held over until the next monthly meeting. The Secretary was requested to communicate with Reefton residents in respect to forming a local sub-committee to collect subscriptions. The Visiting Committee reported everything proceeding satisfactorily, and Messrs Simpson, Gilmer, and Reynolds were appointed a committee for the current month. The Medical Officer's report showed seven patients remaining in the hospital. <box>331 945 476 1195</box>
row-label: Females ... ... <box>955 948 1016 959</box>
table-row <box>955 1081 1101 1092</box>
row-label: Southland ... <box>955 1026 1014 1037</box>
apparent-time-heading: APPARENT TIME. <box>41 115 134 127</box>
editorial-continued: missed the complaint founding his judgment upon the break in the miner's rights. He was of opinion, that the ground had reverted to the Crown, and was open to any person holding a miner's right, no new title having been subsequently acquired by Harris, either by marking out an ordinary claim, or by an application for an extended claim. On the appeal being tried, Mr Gray dismissed it with costs, on the ground that the decision was not to be taken as a "decision with respect to the opinion pronounced by the Warden as to the effect produced by the break in the miner's right upon the chain of title," and added that if he were obliged to give a decision based on the break in the miner's rights, he would have reserved the point of law for the Supreme Court. <box>331 34 476 294</box>
court-paragraph: Elizabeth Cameron corroborated the version detailed by the previous witness. <box>799 88 944 119</box>
notice-lowe-text: OWNERS of Goats, Pigs, Fowls, or other animals, are warned that any such trespassing upon my Garden or property will be destroyed. <box>173 302 320 355</box>
pedestrians-item: Austin and Edwards, the pedestrians, performed at Charleston on Saturday, at the Camp Reserve. From two to three hundred persons assembled to witness the feats. Austin undertook to run five miles in the half hour, and Edwards to walk seven miles in sixty minutes. After some good running, Austin pulled up owing to indisposition, having suffered from cold for several days. Edwards also failed to accomplish his distance within the time specified. <box>331 1658 476 1815</box>
brewers-text: A First-class English BREWER, with many years of both home and colonial experience, is open to an engagement. Can brew both Ale and Porter. <box>13 1352 162 1404</box>
wardens-court-day: MONDAY, DEC. 4. <box>824 1793 919 1805</box>
wardens-court-heading: WARDEN'S COURT. <box>814 1778 929 1790</box>
court-continued: M'Cullough's hair from your grasp, and took a stone from you. She did not take a stone from M'Cullough, as she did not use one at all during the struggle. <box>799 34 944 86</box>
